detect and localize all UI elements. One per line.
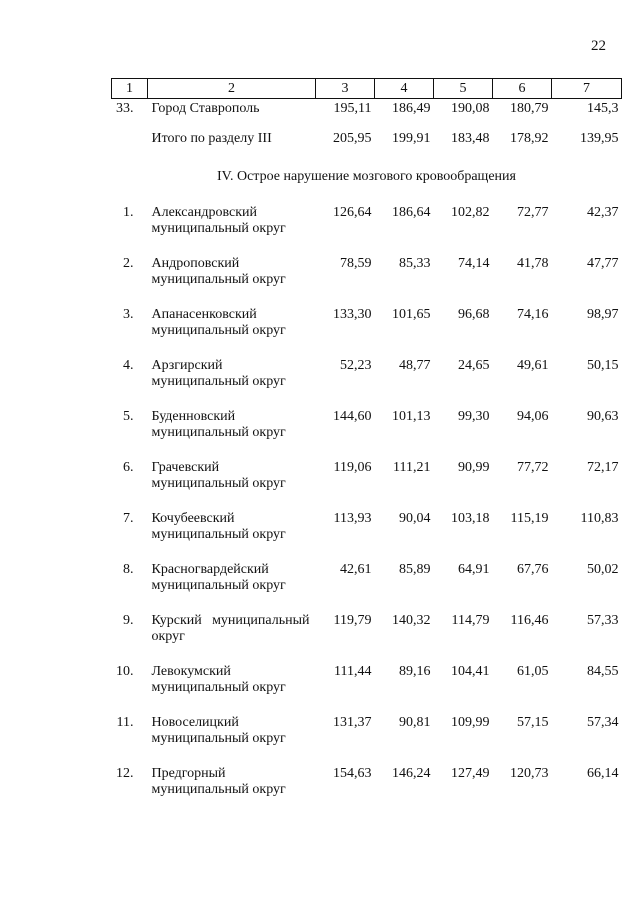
- row-value: 146,24: [392, 766, 431, 781]
- row-value: 72,17: [587, 460, 619, 475]
- row-index: 9.: [123, 613, 134, 628]
- statistics-table-container: [111, 78, 621, 817]
- row-index: 33.: [116, 101, 134, 116]
- row-value: 205,95: [333, 131, 372, 146]
- row-value: 131,37: [333, 715, 372, 730]
- row-value: 42,37: [587, 205, 619, 220]
- row-name: Александровский муниципальный округ: [151, 205, 286, 236]
- row-name: Предгорный муниципальный округ: [151, 766, 286, 797]
- row-value: 41,78: [517, 256, 549, 271]
- row-value: 199,91: [392, 131, 431, 146]
- row-value: 57,33: [587, 613, 619, 628]
- row-value: 190,08: [451, 101, 490, 116]
- row-value: 42,61: [340, 562, 372, 577]
- section-title: IV. Острое нарушение мозгового кровообращения: [217, 169, 516, 184]
- row-value: 102,82: [451, 205, 490, 220]
- table-row: [112, 99, 622, 130]
- row-value: 144,60: [333, 409, 372, 424]
- row-name: Апанасенковский муниципальный округ: [151, 307, 286, 338]
- table-row: [112, 205, 622, 256]
- row-index: 10.: [116, 664, 134, 679]
- row-value: 90,99: [458, 460, 490, 475]
- row-name: Итого по разделу III: [151, 131, 272, 146]
- table-row: [112, 256, 622, 307]
- row-value: 104,41: [451, 664, 490, 679]
- row-value: 67,76: [517, 562, 549, 577]
- row-value: 154,63: [333, 766, 372, 781]
- table-row: [112, 358, 622, 409]
- row-name: Арзгирский муниципальный округ: [151, 358, 286, 389]
- row-index: 5.: [123, 409, 134, 424]
- row-name: Новоселицкий муниципальный округ: [151, 715, 286, 746]
- row-value: 98,97: [587, 307, 619, 322]
- row-value: 24,65: [458, 358, 490, 373]
- header-cell: 5: [434, 79, 493, 99]
- row-value: 145,3: [587, 101, 619, 116]
- row-value: 64,91: [458, 562, 490, 577]
- row-value: 195,11: [333, 101, 372, 116]
- row-value: 47,77: [587, 256, 619, 271]
- row-name: Буденновский муниципальный округ: [151, 409, 286, 440]
- row-value: 133,30: [333, 307, 372, 322]
- row-name: Кочубеевский муниципальный округ: [151, 511, 286, 542]
- header-cell: 2: [148, 79, 316, 99]
- row-name: Курский муниципальный округ: [151, 613, 310, 644]
- row-value: 85,89: [399, 562, 431, 577]
- row-value: 77,72: [517, 460, 549, 475]
- row-value: 90,04: [399, 511, 431, 526]
- table-header: [112, 79, 622, 99]
- row-value: 119,79: [333, 613, 372, 628]
- row-value: 78,59: [340, 256, 372, 271]
- row-value: 48,77: [399, 358, 431, 373]
- section-title-row: [112, 167, 622, 205]
- row-value: 116,46: [510, 613, 549, 628]
- row-value: 90,81: [399, 715, 431, 730]
- table-row: [112, 562, 622, 613]
- row-value: 109,99: [451, 715, 490, 730]
- row-value: 111,44: [334, 664, 372, 679]
- row-value: 72,77: [517, 205, 549, 220]
- header-cell: 7: [552, 79, 622, 99]
- row-name: Грачевский муниципальный округ: [151, 460, 286, 491]
- row-value: 119,06: [333, 460, 372, 475]
- row-value: 85,33: [399, 256, 431, 271]
- row-value: 180,79: [510, 101, 549, 116]
- row-value: 101,13: [392, 409, 431, 424]
- total-row: [112, 129, 622, 167]
- row-value: 115,19: [510, 511, 549, 526]
- row-value: 57,34: [587, 715, 619, 730]
- row-value: 114,79: [451, 613, 490, 628]
- row-value: 57,15: [517, 715, 549, 730]
- header-cell: 3: [316, 79, 375, 99]
- row-value: 101,65: [392, 307, 431, 322]
- row-value: 89,16: [399, 664, 431, 679]
- header-cell: 6: [493, 79, 552, 99]
- row-value: 66,14: [587, 766, 619, 781]
- table-row: [112, 664, 622, 715]
- row-index: 1.: [123, 205, 134, 220]
- row-value: 186,49: [392, 101, 431, 116]
- row-name: Андроповский муниципальный округ: [151, 256, 286, 287]
- row-index: 6.: [123, 460, 134, 475]
- statistics-table: [111, 78, 622, 817]
- row-value: 103,18: [451, 511, 490, 526]
- row-value: 61,05: [517, 664, 549, 679]
- table-row: [112, 460, 622, 511]
- row-value: 126,64: [333, 205, 372, 220]
- table-row: [112, 307, 622, 358]
- header-cell: 1: [112, 79, 148, 99]
- row-value: 178,92: [510, 131, 549, 146]
- row-value: 50,15: [587, 358, 619, 373]
- table-row: [112, 409, 622, 460]
- table-row: [112, 613, 622, 664]
- table-row: [112, 511, 622, 562]
- row-value: 113,93: [333, 511, 372, 526]
- row-value: 186,64: [392, 205, 431, 220]
- row-name: Город Ставрополь: [151, 101, 260, 116]
- table-row: [112, 766, 622, 817]
- row-name: Красногвардейский муниципальный округ: [151, 562, 286, 593]
- row-value: 84,55: [587, 664, 619, 679]
- row-value: 49,61: [517, 358, 549, 373]
- row-value: 96,68: [458, 307, 490, 322]
- row-value: 183,48: [451, 131, 490, 146]
- row-index: 7.: [123, 511, 134, 526]
- row-index: 11.: [116, 715, 134, 730]
- row-name: Левокумский муниципальный округ: [151, 664, 286, 695]
- header-cell: 4: [375, 79, 434, 99]
- row-index: 3.: [123, 307, 134, 322]
- table-row: [112, 715, 622, 766]
- row-value: 52,23: [340, 358, 372, 373]
- row-index: [112, 129, 148, 167]
- row-index: 8.: [123, 562, 134, 577]
- row-value: 74,16: [517, 307, 549, 322]
- row-index: 12.: [116, 766, 134, 781]
- row-value: 74,14: [458, 256, 490, 271]
- row-index: 4.: [123, 358, 134, 373]
- row-value: 111,21: [393, 460, 431, 475]
- row-index: 2.: [123, 256, 134, 271]
- table-body: [112, 99, 622, 818]
- row-value: 110,83: [580, 511, 619, 526]
- row-value: 140,32: [392, 613, 431, 628]
- row-value: 139,95: [580, 131, 619, 146]
- row-value: 127,49: [451, 766, 490, 781]
- row-value: 99,30: [458, 409, 490, 424]
- row-value: 50,02: [587, 562, 619, 577]
- row-value: 120,73: [510, 766, 549, 781]
- row-value: 94,06: [517, 409, 549, 424]
- page-number: 22: [591, 38, 606, 54]
- row-value: 90,63: [587, 409, 619, 424]
